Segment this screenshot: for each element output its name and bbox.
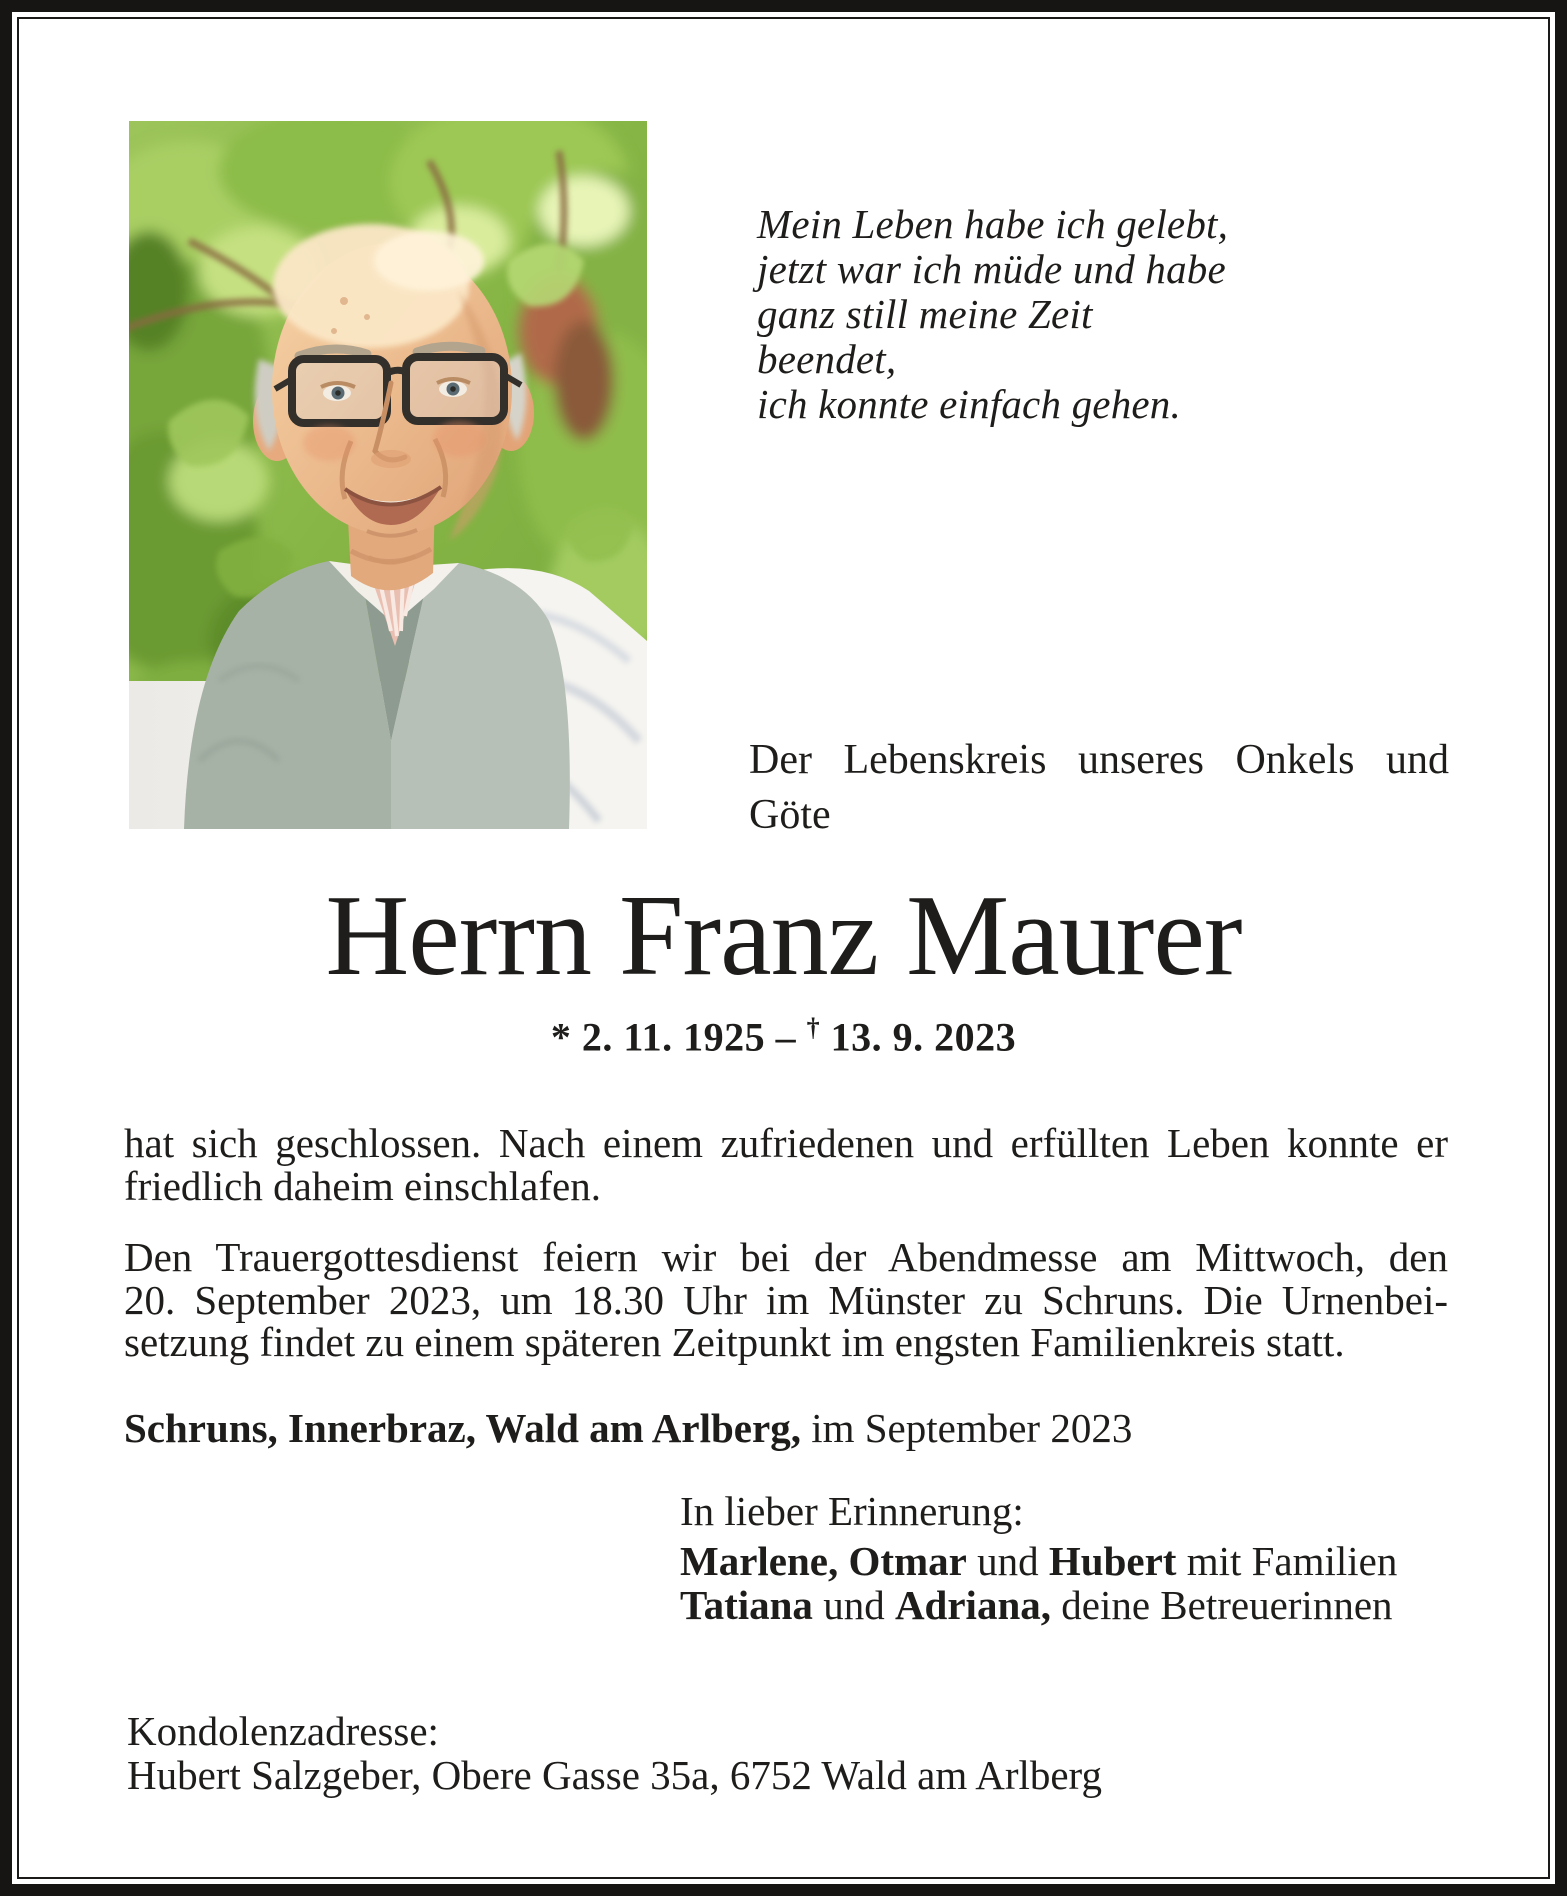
text-segment: Hubert (1048, 1538, 1177, 1584)
text-line: Göte (749, 792, 831, 838)
text-line: 20. September 2023, um 18.30 Uhr im Münster zu Schruns. Die Urnenbei- (124, 1276, 1448, 1323)
text-line: ganz still meine Zeit beendet, (757, 291, 1093, 382)
text-segment: Tatiana (680, 1581, 813, 1628)
text-segment: – (765, 1014, 807, 1060)
text-segment: im September 2023 (800, 1405, 1133, 1451)
deceased-name-title: Herrn Franz Maurer (325, 872, 1242, 1000)
birth-death-dates (19, 1012, 1548, 1061)
portrait-photo (129, 121, 647, 829)
text-segment: deine Betreuerinnen (1051, 1581, 1393, 1628)
text-line: Den Trauergottesdienst feiern wir bei der Abendmesse am Mittwoch, den (124, 1234, 1448, 1280)
text-segment: Marlene, Otmar (680, 1538, 967, 1584)
text-segment: und (812, 1581, 895, 1628)
condolence-label: Kondolenzadresse: (127, 1708, 439, 1754)
places-date-line (124, 1404, 1448, 1453)
condolence-address: Hubert Salzgeber, Obere Gasse 35a, 6752 Wald am Arlberg (127, 1751, 1102, 1798)
text-line: setzung findet zu einem späteren Zeitpunkt im engsten Familienkreis statt. (124, 1319, 1345, 1365)
intro-sentence (749, 733, 1449, 843)
text-segment: Adriana, (894, 1581, 1051, 1628)
text-line: hat sich geschlossen. Nach einem zufriedenen und erfüllten Leben konnte er (124, 1120, 1448, 1166)
text-segment: Schruns, Innerbraz, Wald am Arlberg, (124, 1405, 801, 1451)
body-paragraph-1 (124, 1122, 1448, 1207)
portrait-photo-illustration (129, 121, 647, 829)
text-segment: und (966, 1538, 1049, 1584)
text-segment: 13. 9. 2023 (820, 1014, 1017, 1060)
remembrance-heading: In lieber Erinnerung: (680, 1488, 1024, 1534)
remembrance-names (680, 1540, 1460, 1627)
text-line: Mein Leben habe ich gelebt, (757, 201, 1229, 247)
text-line: jetzt war ich müde und habe (757, 246, 1226, 292)
condolence-address-block (127, 1710, 1327, 1797)
epitaph-poem (757, 202, 1237, 427)
text-segment: mit Familien (1176, 1538, 1398, 1584)
text-line: Der Lebenskreis unseres Onkels und (749, 737, 1449, 783)
text-segment: 2. 11. 1925 (581, 1014, 766, 1060)
text-line: friedlich daheim einschlafen. (124, 1162, 601, 1209)
text-line: ich konnte einfach gehen. (757, 381, 1181, 427)
body-paragraph-2 (124, 1236, 1448, 1364)
text-segment: * (550, 1014, 582, 1060)
remembrance-names-line-1 (680, 1540, 1460, 1584)
remembrance-names-line-2 (680, 1581, 1460, 1628)
text-segment: † (806, 1013, 821, 1042)
